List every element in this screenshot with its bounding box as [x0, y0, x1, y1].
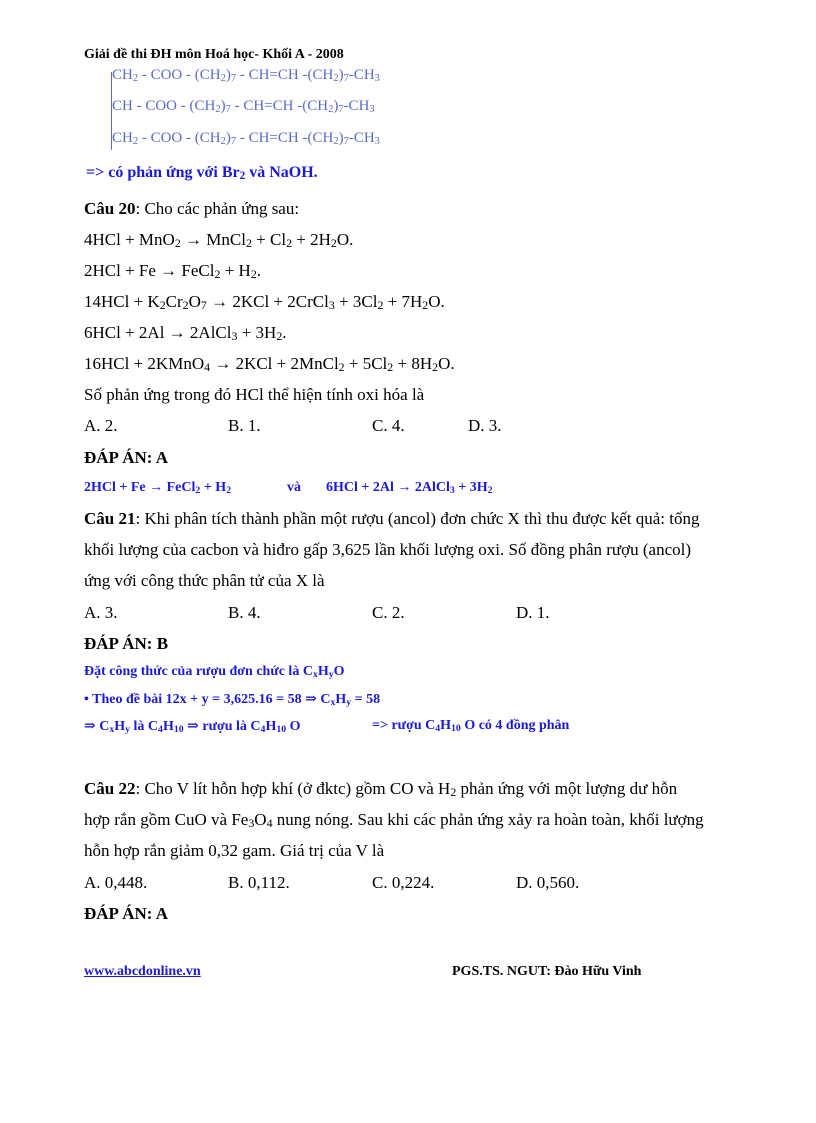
page-header: Giải đề thi ĐH môn Hoá học- Khối A - 2008 [84, 47, 344, 62]
structure-line-1: $CH_2$ - COO - $(CH_2)_7 - CH=CH$ $-(CH_2)_7-CH_3$ [112, 67, 380, 84]
q20-explain-1: 2HCl + Fe → FeCl$_2$ + $H_2$ [84, 480, 232, 496]
q22-line-1 [84, 779, 677, 799]
q20-explain-2: 6HCl + 2Al → 2AlCl$_3$ + $3H_2$ [326, 480, 493, 496]
footer-link[interactable]: www.abcdonline.vn [84, 964, 201, 979]
q21-option-b: B. 4. [228, 603, 261, 622]
structure-line-3: $CH_2$ - COO - $(CH_2)_7 - CH=CH$ $-(CH_2)_7-CH_3$ [112, 130, 380, 147]
q20-option-a: A. 2. [84, 416, 118, 435]
q22-line-3: hỗn hợp rắn giảm 0,32 gam. Giá trị của V là [84, 841, 385, 860]
q21-line-3: ứng với công thức phân tử của X là [84, 571, 325, 590]
q20-option-b: B. 1. [228, 416, 261, 435]
q21-answer: ĐÁP ÁN: B [84, 634, 169, 653]
q20-question: Số phản ứng trong đó HCl thể hiện tính oxi hóa là [84, 385, 425, 404]
q22-option-d: D. 0,560. [516, 873, 580, 892]
q20-option-d: D. 3. [468, 416, 502, 435]
q20-explain-and: và [287, 480, 301, 495]
q22-line-2: hợp rắn gồm CuO và $Fe_3O_4$ nung nóng. Sau khi các phản ứng xảy ra hoàn toàn, khối lượng [84, 810, 704, 830]
q21-option-d: D. 1. [516, 603, 550, 622]
q21-label: Câu 21 [84, 509, 136, 528]
q22-option-c: C. 0,224. [372, 873, 435, 892]
q21-solution-4: => rượu $C_4H_{10}$ O có 4 đồng phân [372, 718, 570, 734]
q21-solution-3: ⇒ $C_xH_y$ là $C_4H_{10}$ ⇒ rượu là $C_4H_{10}$ O [84, 719, 301, 735]
structure-conclusion: => có phản ứng với $Br_2$ và NaOH. [86, 164, 318, 182]
q20-reaction-3: $14HCl + K_2Cr_2O_7 \to 2KCl$ + 2CrCl$_3$ + $3Cl_2 + 7H_2O$. [84, 292, 445, 312]
q21-line-1 [84, 509, 700, 529]
q21-option-c: C. 2. [372, 603, 405, 622]
q20-heading [84, 199, 299, 219]
q20-text: : Cho các phản ứng sau: [135, 199, 300, 218]
q20-label: Câu 20 [84, 199, 136, 218]
q21-text-1: : Khi phân tích thành phần một rượu (ancol) đơn chức X thì thu được kết quả: tổng [135, 509, 700, 528]
footer-author: PGS.TS. NGUT: Đào Hữu Vinh [452, 964, 642, 979]
q21-solution-2: • Theo đề bài 12x + y = 3,625.16 = 58 ⇒ $C_xH_y = 58$ [84, 692, 381, 708]
q22-answer: ĐÁP ÁN: A [84, 904, 169, 923]
q20-reaction-4: 6HCl + 2Al → 2AlCl$_3$ + $3H_2$. [84, 323, 287, 343]
q22-option-b: B. 0,112. [228, 873, 290, 892]
q20-answer: ĐÁP ÁN: A [84, 448, 169, 467]
q22-label: Câu 22 [84, 779, 136, 798]
structure-line-2: CH - COO - $(CH_2)_7 - CH=CH$ $-(CH_2)_7-CH_3$ [112, 98, 375, 115]
q20-option-c: C. 4. [372, 416, 405, 435]
q22-text-1: : Cho V lít hỗn hợp khí (ở đktc) gồm CO và $H_2$ phản ứng với một lượng dư hỗn [135, 779, 678, 799]
q21-line-2: khối lượng của cacbon và hiđro gấp 3,625 lần khối lượng oxi. Số đồng phân rượu (ancol) [84, 540, 691, 559]
q22-option-a: A. 0,448. [84, 873, 148, 892]
q20-reaction-1: 4HCl + MnO$_2$ → MnCl$_2$ + $Cl_2 + 2H_2O$. [84, 230, 354, 250]
q20-reaction-2: 2HCl + Fe → FeCl$_2$ + $H_2$. [84, 261, 262, 281]
q21-option-a: A. 3. [84, 603, 118, 622]
q20-reaction-5: 16HCl + 2KMnO$_4$ → 2KCl + 2MnCl$_2$ + $5Cl_2 + 8H_2O$. [84, 354, 455, 374]
q21-solution-1: Đặt công thức của rượu đơn chức là $C_xH_yO$ [84, 664, 345, 680]
